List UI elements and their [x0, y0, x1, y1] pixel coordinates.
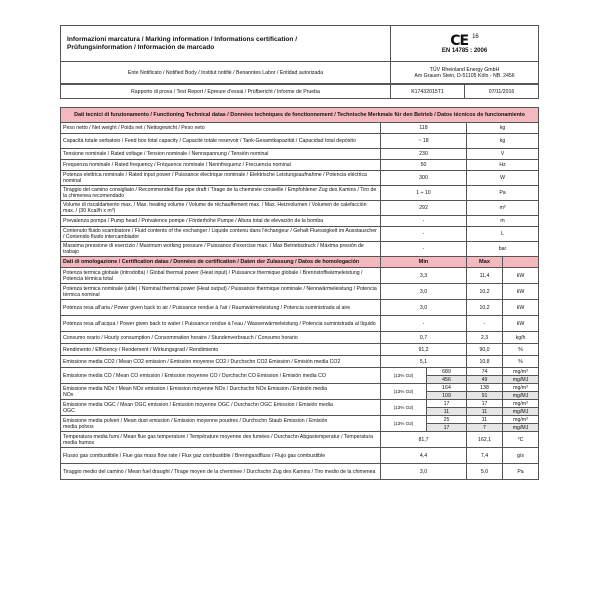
functioning-row [61, 201, 539, 216]
row-unit-mj: mg/MJ [503, 392, 539, 400]
row-max: 7,4 [467, 448, 503, 464]
row-unit: kW [503, 268, 539, 284]
row-label [61, 368, 381, 384]
test-report-number: K17432015T1 [391, 85, 465, 99]
row-value: 230 [381, 149, 467, 160]
row-unit: bar [467, 242, 539, 257]
functioning-row [61, 149, 539, 160]
emission-label: Emissione media polveri / Mean dust emission / Emission moyenne poudres / Durchschn Staub Emission / Emisión media polvos [63, 417, 328, 430]
certification-row [61, 344, 539, 356]
row-value: ~ 18 [381, 134, 467, 149]
functioning-row [61, 216, 539, 227]
row-max: 11,4 [467, 268, 503, 284]
row-unit: W [467, 171, 539, 186]
row-unit-mj: mg/MJ [503, 424, 539, 432]
notified-body-label: Ente Notificato / Notified Body / Institut notifiè / Benanntes Labor / Entidad autorizada [61, 62, 391, 84]
notified-body-value [391, 62, 539, 84]
row-label: Tiraggio medio del camino / Mean fuel draught / Tirage moyen de la cheminee / Durchschn Zug des Kamins / Tiro medio de la chimenea [61, 464, 381, 480]
row-max: 138 [467, 384, 503, 392]
row-max-mj: 49 [467, 376, 503, 384]
row-max-mj: 91 [467, 392, 503, 400]
row-max: - [467, 316, 503, 332]
row-label: Emissione media CO2 / Mean CO2 emission / Emission moyenne CO2 / Durchschn CO2 Emission / Emisión media CO2 [61, 356, 381, 368]
functioning-row [61, 186, 539, 201]
row-label: Massima pressione di esercizio / Maximum working pressure / Puissance d'exercise max. / Max Betriebsdruck / Máxima presión de trabajo [61, 242, 381, 257]
row-label: Potenza termica globale (introdotta) / Global thermal power (Heat input) / Puissance thermique globale / Brennstoffwärmeleistung / Potencia térmica total [61, 268, 381, 284]
row-label: Peso netto / Net weight / Poids net / Nettogewicht / Peso neto [61, 123, 381, 134]
certification-row [61, 316, 539, 332]
row-label: Temperatura media fumi / Mean flue gas temperature / Température moyenne des fumées / Durchschn Abgastemperatur / Temperatura media humos [61, 432, 381, 448]
row-unit: mg/m³ [503, 400, 539, 408]
certification-row [61, 284, 539, 300]
technical-data-table [60, 107, 539, 480]
row-value: - [381, 242, 467, 257]
ce-mark-logo: CE [450, 32, 469, 49]
row-label: Consumo orario / Hourly consumption / Consommation horaire / Stundenverbrauch / Consumo horario [61, 332, 381, 344]
row-label: Rendimento / Efficiency / Rendement / Wirkungsgrad / Rendimiento [61, 344, 381, 356]
row-label: Contenuto fluido scambiatore / Fluid contents of the exchanger / Liquide contenu dans l'échangeur / Gehalt Fluessigkeit im Ausstauscher / Contenido fluido intercambiador [61, 227, 381, 242]
functioning-row [61, 242, 539, 257]
certification-heading: Dati di omologazione / Certification datas / Données de certification / Daten der Zulassung / Datos de homologación [61, 257, 381, 268]
emission-row [61, 368, 539, 376]
min-header: Min [381, 257, 467, 268]
ce-year: 16 [472, 33, 479, 40]
functioning-row [61, 227, 539, 242]
row-label: Prevalenza pompa / Pump head / Prévalence pompe / Förderhöhe Pumpe / Altura total de elevación de la bomba [61, 216, 381, 227]
row-value: 50 [381, 160, 467, 171]
row-label: Capacità totale serbatoio / Feed box total capacity / Capacité totale reservoir / Tank-Gesamtkapazität / Capacidad total depósito [61, 134, 381, 149]
row-max-mj: 11 [467, 408, 503, 416]
row-unit: °C [503, 432, 539, 448]
notified-body-address: Am Grauen Stein, D-51105 Köln - NB. 2456 [414, 72, 515, 79]
max-header: Max [467, 257, 503, 268]
title-line-1: Informazioni marcatura / Marking information / Informations certification / [67, 35, 298, 43]
row-unit: V [467, 149, 539, 160]
row-min: 91,2 [381, 344, 467, 356]
row-unit: g/s [503, 448, 539, 464]
certification-row [61, 356, 539, 368]
unit-header [503, 257, 539, 268]
row-min: 17 [427, 400, 467, 408]
oxygen-reference: (13% O2) [381, 384, 427, 400]
title-line-2: Prüfungsinformation / Información de marcado [67, 43, 215, 51]
row-label [61, 384, 381, 400]
row-label: Flusso gas combustibile / Flue gas mass flow rate / Flux gaz combustible / Brenngasdfluss / Flujo gas combustible [61, 448, 381, 464]
row-label: Tiraggio del camino consigliato / Recommended flue pipe draft / Tirage de la cheminée conseille / Empfohlener Zug des Kamins / Tiro de la chimenea recomendado [61, 186, 381, 201]
row-label: Potenza resa all'aria / Power given back to air / Puissance rendue à l'air / Raumwärmeleistung / Potencia suministrada al aire [61, 300, 381, 316]
oxygen-reference: (13% O2) [381, 400, 427, 416]
row-min: 0,7 [381, 332, 467, 344]
functioning-row [61, 171, 539, 186]
header-table [60, 25, 539, 84]
ce-marking-cell [391, 26, 539, 62]
oxygen-reference: (13% O2) [381, 416, 427, 432]
row-label [61, 400, 381, 416]
marking-information-sheet [60, 25, 538, 480]
row-unit: kg/h [503, 332, 539, 344]
row-min: 3,0 [381, 464, 467, 480]
row-unit: L [467, 227, 539, 242]
row-label: Frequenza nominale / Rated frequency / Fréquence nominale / Nennfrequenz / Frecuencia nominal [61, 160, 381, 171]
row-label: Tensione nominale / Rated voltage / Tension nominale / Nennspannung / Tensión nominal [61, 149, 381, 160]
row-max: 74 [467, 368, 503, 376]
row-value: - [381, 227, 467, 242]
row-min: 3,0 [381, 284, 467, 300]
emission-row [61, 416, 539, 424]
oxygen-reference: (13% O2) [381, 368, 427, 384]
row-unit: kW [503, 300, 539, 316]
row-label: Potenza termica nominale (utile) / Nominal thermal power (Heat output) / Puissance thermique nominale / Nennwärmeleistung / Potencia térmica nominal [61, 284, 381, 300]
header-title [61, 26, 391, 62]
row-unit: m³ [467, 201, 539, 216]
row-min: 3,3 [381, 268, 467, 284]
emission-label: Emissione media OGC / Mean OGC emission / Emission moyenne OGC / Durchschn OGC Emission / Emisión media OGC [63, 401, 333, 414]
row-min: 5,1 [381, 356, 467, 368]
row-label: Potenza elettrica nominale / Rated input power / Puissance électrique nominale / Elektrische Leistungsaufnahme / Potencia eléctrica nominal [61, 171, 381, 186]
row-unit: Pa [503, 464, 539, 480]
row-max: 162,1 [467, 432, 503, 448]
row-max: 10,8 [467, 356, 503, 368]
row-max: 10,2 [467, 300, 503, 316]
certification-row [61, 332, 539, 344]
row-max: 11 [467, 416, 503, 424]
row-unit: kg [467, 123, 539, 134]
test-report-label: Rapporto di prova / Test Report / Epreure d'essai / Prüfbericht / Informe de Prueba [61, 85, 391, 99]
row-min-mj: 11 [427, 408, 467, 416]
row-max-mj: 7 [467, 424, 503, 432]
row-min: 81,7 [381, 432, 467, 448]
row-min: 3,0 [381, 300, 467, 316]
certification-row [61, 432, 539, 448]
functioning-row [61, 160, 539, 171]
row-unit-mj: mg/MJ [503, 408, 539, 416]
row-unit: % [503, 344, 539, 356]
row-unit: kW [503, 284, 539, 300]
test-report-date: 07/11/2016 [465, 85, 539, 99]
technical-data-body [61, 108, 539, 480]
row-min: 4,4 [381, 448, 467, 464]
functioning-row [61, 134, 539, 149]
row-value: - [381, 216, 467, 227]
row-value: 300 [381, 171, 467, 186]
emission-label: Emissione media NOx / Mean NOx emission / Emission moyenne NOx / Durchschn NOx Emission / Emisión media NOx [63, 385, 328, 398]
functioning-heading: Dati tecnici di funzionamento / Functioning Technical datas / Données techniques de fonctionnement / Technische Merkmale für den Betrieb / Datos técnicos de funcionamiento [61, 108, 539, 123]
row-min: 689 [427, 368, 467, 376]
row-unit-mj: mg/MJ [503, 376, 539, 384]
row-max: 17 [467, 400, 503, 408]
row-unit: % [503, 356, 539, 368]
row-unit: mg/m³ [503, 384, 539, 392]
row-unit: Pa [467, 186, 539, 201]
test-report-table [60, 84, 539, 99]
row-unit: kW [503, 316, 539, 332]
row-max: 2,3 [467, 332, 503, 344]
row-unit: kg [467, 134, 539, 149]
row-max: 5,0 [467, 464, 503, 480]
row-label [61, 416, 381, 432]
certification-row [61, 464, 539, 480]
certification-row [61, 268, 539, 284]
row-min-mj: 109 [427, 392, 467, 400]
row-min-mj: 17 [427, 424, 467, 432]
row-min: - [381, 316, 467, 332]
functioning-row [61, 123, 539, 134]
standard-number: EN 14785 : 2006 [441, 47, 488, 54]
row-unit: mg/m³ [503, 416, 539, 424]
row-unit: m [467, 216, 539, 227]
row-unit: Hz [467, 160, 539, 171]
notified-body-name: TÜV Rheinland Energy GmbH [429, 66, 500, 73]
row-min-mj: 456 [427, 376, 467, 384]
row-unit: mg/m³ [503, 368, 539, 376]
row-value: 118 [381, 123, 467, 134]
certification-row [61, 300, 539, 316]
row-max: 90,0 [467, 344, 503, 356]
emission-row [61, 384, 539, 392]
row-min: 25 [427, 416, 467, 424]
row-value: 1 ÷ 10 [381, 186, 467, 201]
emission-row [61, 400, 539, 408]
certification-row [61, 448, 539, 464]
row-max: 10,2 [467, 284, 503, 300]
row-value: 292 [381, 201, 467, 216]
emission-label: Emissione media CO / Mean CO emission / Emission moyenne CO / Durchschn CO Emission / Emisión media CO [63, 372, 326, 379]
row-min: 164 [427, 384, 467, 392]
row-label: Volume di riscaldamento max. / Max. heating volume / Volume de réchauffement max. / Max. Heizvolumen / Volumen de calefacción max. / (30 Kcal/h x m³) [61, 201, 381, 216]
row-label: Potenza resa all'acqua / Power given back to water / Puissance rendue à l'eau / Wasserwärmeleistung / Potencia suministrada al líquido [61, 316, 381, 332]
